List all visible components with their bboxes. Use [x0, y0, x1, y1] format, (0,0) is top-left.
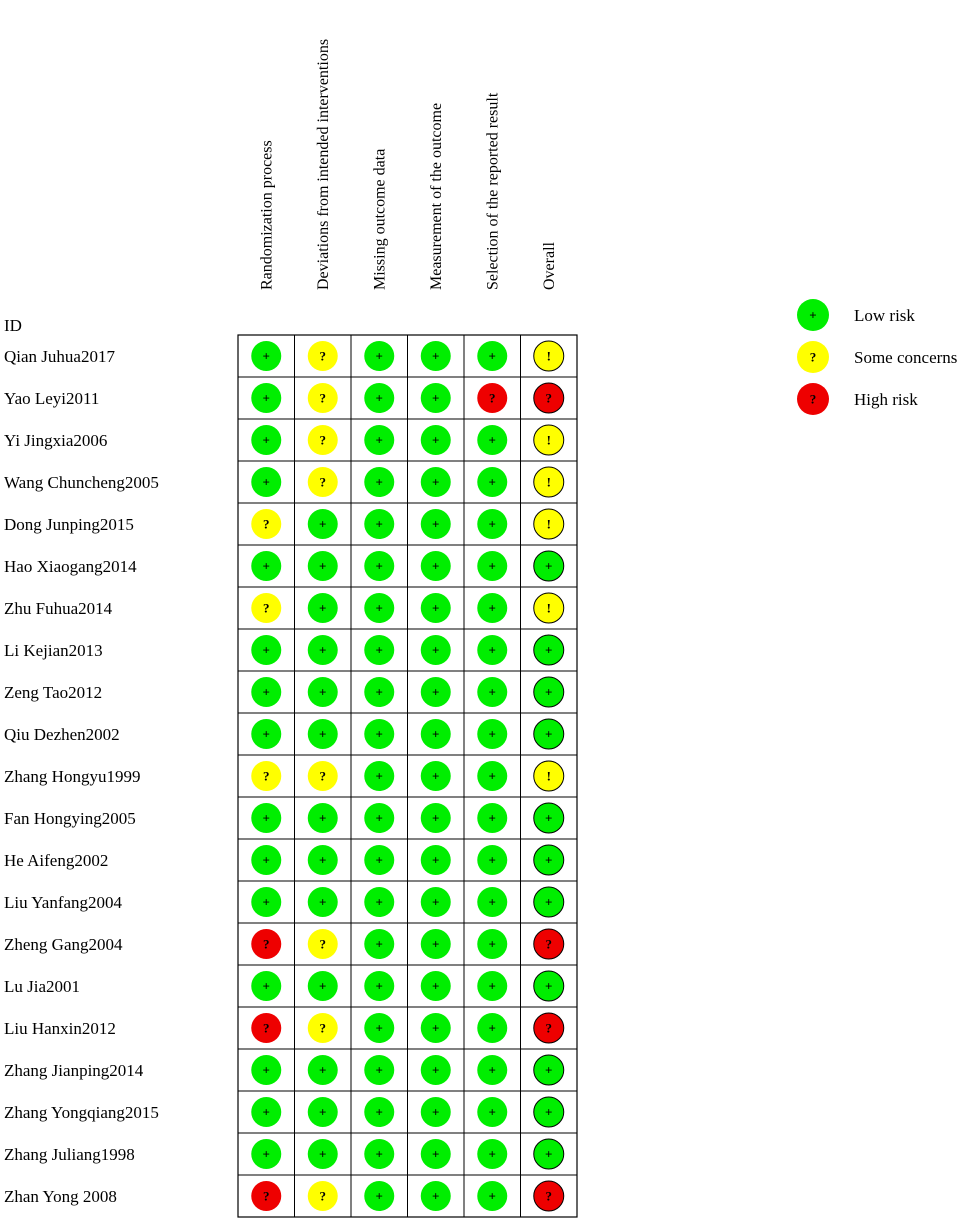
judgement-low — [534, 1055, 564, 1085]
judgement-low — [364, 929, 394, 959]
judgement-symbol: ! — [546, 600, 551, 616]
judgement-some — [534, 593, 564, 623]
judgement-low — [251, 467, 281, 497]
judgement-symbol: + — [488, 810, 496, 826]
judgement-low — [534, 845, 564, 875]
judgement-low — [534, 887, 564, 917]
judgement-some — [534, 467, 564, 497]
judgement-symbol: + — [488, 1020, 496, 1036]
judgement-low — [421, 635, 451, 665]
judgement-some — [251, 593, 281, 623]
judgement-low — [251, 887, 281, 917]
judgement-low — [364, 1013, 394, 1043]
judgement-low — [421, 719, 451, 749]
judgement-low — [364, 845, 394, 875]
judgement-low — [421, 551, 451, 581]
judgement-low — [251, 845, 281, 875]
judgement-some — [308, 341, 338, 371]
judgement-symbol: + — [545, 978, 553, 994]
judgement-low — [477, 467, 507, 497]
judgement-symbol: + — [319, 600, 327, 616]
judgement-symbol: + — [262, 1062, 270, 1078]
judgement-low — [308, 1139, 338, 1169]
judgement-symbol: ? — [319, 432, 326, 448]
judgement-low — [477, 1139, 507, 1169]
study-label: Dong Junping2015 — [4, 515, 134, 534]
judgement-symbol: + — [432, 894, 440, 910]
judgement-low — [534, 803, 564, 833]
judgement-symbol: + — [488, 978, 496, 994]
judgement-symbol: + — [488, 600, 496, 616]
legend-label: Some concerns — [854, 348, 958, 367]
judgement-low — [477, 719, 507, 749]
judgement-symbol: + — [375, 936, 383, 952]
judgement-symbol: ? — [263, 936, 270, 952]
judgement-symbol: + — [319, 852, 327, 868]
judgement-low — [364, 383, 394, 413]
judgement-low — [364, 887, 394, 917]
judgement-symbol: + — [319, 894, 327, 910]
judgement-symbol: + — [375, 978, 383, 994]
judgement-symbol: + — [488, 1146, 496, 1162]
judgement-low — [308, 593, 338, 623]
judgement-symbol: + — [375, 558, 383, 574]
judgement-symbol: + — [488, 1188, 496, 1204]
judgement-some — [308, 425, 338, 455]
judgement-some — [534, 761, 564, 791]
judgement-low — [251, 803, 281, 833]
judgement-high — [477, 383, 507, 413]
judgement-symbol: + — [488, 852, 496, 868]
study-label: He Aifeng2002 — [4, 851, 109, 870]
judgement-low — [421, 677, 451, 707]
judgement-symbol: + — [262, 474, 270, 490]
study-label: Fan Hongying2005 — [4, 809, 136, 828]
judgement-symbol: + — [545, 852, 553, 868]
judgement-low — [251, 551, 281, 581]
study-label: Zhang Jianping2014 — [4, 1061, 144, 1080]
judgement-symbol: + — [545, 1146, 553, 1162]
legend — [797, 299, 957, 415]
judgement-symbol: + — [375, 768, 383, 784]
judgement-symbol: + — [488, 474, 496, 490]
judgement-low — [308, 887, 338, 917]
judgement-low — [308, 1055, 338, 1085]
judgement-low — [477, 1055, 507, 1085]
judgement-symbol: ! — [546, 474, 551, 490]
judgement-low — [421, 425, 451, 455]
judgement-low — [251, 635, 281, 665]
judgement-symbol: + — [432, 810, 440, 826]
judgement-low — [477, 887, 507, 917]
judgement-symbol: ? — [263, 600, 270, 616]
judgement-symbol: + — [375, 348, 383, 364]
judgement-symbol: + — [488, 1104, 496, 1120]
judgement-symbol: + — [375, 600, 383, 616]
domain-header: Measurement of the outcome — [427, 102, 445, 290]
judgement-symbol: + — [488, 936, 496, 952]
judgement-symbol: ? — [319, 474, 326, 490]
judgement-low — [421, 509, 451, 539]
legend-symbol: ? — [809, 391, 817, 407]
judgement-symbol: + — [432, 390, 440, 406]
study-label: Liu Hanxin2012 — [4, 1019, 116, 1038]
judgement-symbol: + — [375, 810, 383, 826]
judgement-symbol: + — [432, 1020, 440, 1036]
judgement-low — [308, 509, 338, 539]
legend-entry-low — [797, 299, 915, 331]
judgement-low — [421, 887, 451, 917]
judgement-symbol: ? — [545, 936, 552, 952]
legend-symbol: + — [809, 307, 817, 323]
legend-label: Low risk — [854, 306, 915, 325]
domain-headers — [258, 39, 558, 290]
judgement-symbol: ? — [263, 516, 270, 532]
study-label: Zhang Juliang1998 — [4, 1145, 135, 1164]
judgement-symbol: + — [432, 642, 440, 658]
judgement-symbol: + — [432, 768, 440, 784]
judgement-symbol: ? — [319, 768, 326, 784]
judgement-high — [251, 1013, 281, 1043]
judgement-symbol: + — [319, 1146, 327, 1162]
study-label: Zheng Gang2004 — [4, 935, 123, 954]
judgement-low — [477, 425, 507, 455]
legend-label: High risk — [854, 390, 918, 409]
judgement-low — [364, 509, 394, 539]
judgement-low — [534, 719, 564, 749]
judgement-symbol: + — [375, 1146, 383, 1162]
judgement-symbol: + — [375, 852, 383, 868]
judgement-symbol: + — [432, 1104, 440, 1120]
study-label: Liu Yanfang2004 — [4, 893, 123, 912]
judgement-symbol: + — [432, 726, 440, 742]
study-label: Zhang Yongqiang2015 — [4, 1103, 159, 1122]
judgement-symbol: + — [488, 558, 496, 574]
study-label: Wang Chuncheng2005 — [4, 473, 159, 492]
judgement-low — [534, 1097, 564, 1127]
judgement-symbol: ? — [319, 1188, 326, 1204]
judgement-low — [364, 719, 394, 749]
judgement-low — [477, 509, 507, 539]
judgement-low — [364, 1139, 394, 1169]
id-header: ID — [4, 316, 22, 335]
judgement-low — [364, 1097, 394, 1127]
judgement-some — [251, 761, 281, 791]
study-label: Zhu Fuhua2014 — [4, 599, 113, 618]
judgement-low — [251, 341, 281, 371]
judgement-symbol: ? — [319, 348, 326, 364]
judgement-low — [534, 677, 564, 707]
judgement-symbol: + — [432, 600, 440, 616]
judgement-symbol: + — [375, 1104, 383, 1120]
judgement-high — [534, 1013, 564, 1043]
judgement-some — [308, 761, 338, 791]
judgement-symbol: ? — [319, 390, 326, 406]
judgement-symbol: ? — [545, 1188, 552, 1204]
judgement-low — [308, 803, 338, 833]
judgement-symbol: + — [375, 726, 383, 742]
judgement-symbol: + — [262, 810, 270, 826]
judgement-low — [308, 1097, 338, 1127]
study-label: Zhan Yong 2008 — [4, 1187, 117, 1206]
judgement-symbol: + — [319, 684, 327, 700]
judgement-symbol: + — [375, 432, 383, 448]
judgement-low — [421, 803, 451, 833]
judgement-symbol: ! — [546, 348, 551, 364]
judgement-symbol: ? — [263, 1020, 270, 1036]
judgement-low — [421, 1139, 451, 1169]
judgement-low — [477, 1181, 507, 1211]
domain-header: Missing outcome data — [371, 148, 389, 290]
judgement-some — [308, 467, 338, 497]
judgement-symbol: + — [545, 558, 553, 574]
judgement-low — [364, 635, 394, 665]
judgement-low — [534, 551, 564, 581]
judgement-symbol: + — [319, 642, 327, 658]
judgement-low — [251, 1055, 281, 1085]
judgement-symbol: + — [375, 894, 383, 910]
judgement-symbol: + — [432, 684, 440, 700]
judgement-low — [308, 719, 338, 749]
judgement-low — [477, 593, 507, 623]
judgement-symbol: + — [262, 726, 270, 742]
judgement-symbol: ? — [489, 390, 496, 406]
judgement-high — [534, 929, 564, 959]
judgement-symbol: + — [432, 1062, 440, 1078]
judgement-low — [421, 929, 451, 959]
judgement-symbol: + — [262, 390, 270, 406]
judgement-low — [364, 593, 394, 623]
judgement-low — [364, 761, 394, 791]
judgement-symbol: + — [262, 894, 270, 910]
judgement-symbol: + — [488, 894, 496, 910]
domain-header: Overall — [540, 242, 558, 290]
study-label: Li Kejian2013 — [4, 641, 103, 660]
study-label: Lu Jia2001 — [4, 977, 81, 996]
judgement-symbol: + — [432, 432, 440, 448]
judgement-symbol: + — [262, 558, 270, 574]
judgement-symbol: + — [432, 1188, 440, 1204]
judgement-low — [251, 719, 281, 749]
judgement-symbol: + — [432, 348, 440, 364]
judgement-symbol: + — [262, 852, 270, 868]
judgement-symbol: ? — [263, 1188, 270, 1204]
judgement-symbol: + — [545, 1104, 553, 1120]
judgement-symbol: + — [432, 936, 440, 952]
judgement-symbol: + — [488, 726, 496, 742]
judgement-symbol: + — [375, 474, 383, 490]
judgement-some — [534, 425, 564, 455]
judgement-low — [421, 845, 451, 875]
judgement-low — [308, 971, 338, 1001]
judgement-symbol: + — [432, 474, 440, 490]
judgement-symbol: + — [545, 726, 553, 742]
judgement-low — [364, 971, 394, 1001]
judgement-symbol: ? — [545, 390, 552, 406]
judgement-symbol: + — [488, 516, 496, 532]
judgement-low — [308, 551, 338, 581]
judgement-symbol: + — [262, 978, 270, 994]
judgement-symbol: + — [545, 642, 553, 658]
judgement-low — [534, 635, 564, 665]
judgement-low — [364, 425, 394, 455]
domain-header: Randomization process — [258, 140, 276, 290]
judgement-low — [421, 1055, 451, 1085]
judgement-low — [477, 1097, 507, 1127]
judgement-some — [308, 1181, 338, 1211]
judgement-some — [308, 929, 338, 959]
judgement-symbol: + — [262, 642, 270, 658]
judgement-symbol: + — [432, 558, 440, 574]
judgement-high — [534, 1181, 564, 1211]
judgement-symbol: + — [375, 390, 383, 406]
judgement-low — [364, 467, 394, 497]
judgement-symbol: + — [319, 1104, 327, 1120]
judgement-low — [251, 1139, 281, 1169]
judgement-symbol: + — [375, 1020, 383, 1036]
judgement-some — [251, 509, 281, 539]
judgement-symbol: + — [545, 810, 553, 826]
legend-symbol: ? — [809, 349, 817, 365]
judgement-symbol: + — [262, 1146, 270, 1162]
judgement-low — [477, 341, 507, 371]
judgement-symbol: + — [375, 516, 383, 532]
study-label: Yao Leyi2011 — [4, 389, 100, 408]
judgement-low — [308, 635, 338, 665]
study-label: Yi Jingxia2006 — [4, 431, 108, 450]
judgement-low — [477, 971, 507, 1001]
judgement-symbol: + — [262, 1104, 270, 1120]
judgement-symbol: ? — [319, 936, 326, 952]
domain-header: Deviations from intended interventions — [314, 38, 332, 290]
judgement-symbol: + — [262, 684, 270, 700]
judgement-low — [308, 845, 338, 875]
judgement-low — [421, 467, 451, 497]
judgement-symbol: ? — [545, 1020, 552, 1036]
study-label: Zhang Hongyu1999 — [4, 767, 141, 786]
judgement-symbol: + — [488, 642, 496, 658]
table-grid — [238, 335, 577, 1217]
judgement-low — [421, 971, 451, 1001]
judgement-symbol: + — [432, 516, 440, 532]
study-label: Qiu Dezhen2002 — [4, 725, 120, 744]
judgement-low — [477, 551, 507, 581]
study-label: Hao Xiaogang2014 — [4, 557, 137, 576]
judgement-low — [534, 971, 564, 1001]
judgement-symbol: + — [545, 894, 553, 910]
judgement-low — [251, 971, 281, 1001]
judgement-symbol: + — [375, 642, 383, 658]
judgement-high — [251, 1181, 281, 1211]
judgement-symbol: + — [488, 684, 496, 700]
judgement-symbol: + — [319, 726, 327, 742]
judgement-symbol: + — [545, 684, 553, 700]
judgement-symbol: ? — [319, 1020, 326, 1036]
judgement-low — [251, 677, 281, 707]
judgement-some — [534, 341, 564, 371]
judgement-low — [477, 635, 507, 665]
judgement-symbol: ? — [263, 768, 270, 784]
judgement-low — [364, 1055, 394, 1085]
judgement-high — [534, 383, 564, 413]
legend-entry-some — [797, 341, 957, 373]
study-label: Zeng Tao2012 — [4, 683, 103, 702]
judgement-low — [421, 1013, 451, 1043]
domain-header: Selection of the reported result — [484, 92, 502, 290]
judgement-symbol: + — [319, 516, 327, 532]
judgement-low — [421, 1181, 451, 1211]
judgement-low — [251, 1097, 281, 1127]
judgement-symbol: + — [262, 348, 270, 364]
judgement-low — [421, 1097, 451, 1127]
judgement-high — [251, 929, 281, 959]
judgement-low — [421, 383, 451, 413]
judgement-some — [308, 1013, 338, 1043]
judgement-low — [364, 341, 394, 371]
judgement-low — [364, 551, 394, 581]
judgement-some — [534, 509, 564, 539]
judgement-low — [477, 761, 507, 791]
judgement-symbol: ! — [546, 432, 551, 448]
judgement-symbol: + — [375, 1062, 383, 1078]
judgement-low — [251, 383, 281, 413]
study-labels — [4, 316, 159, 1206]
judgement-low — [364, 1181, 394, 1211]
judgement-low — [364, 677, 394, 707]
judgement-low — [421, 593, 451, 623]
judgement-low — [251, 425, 281, 455]
judgement-low — [477, 677, 507, 707]
judgement-symbol: + — [432, 1146, 440, 1162]
judgement-symbol: + — [432, 978, 440, 994]
judgement-symbol: + — [319, 810, 327, 826]
judgement-symbol: + — [319, 558, 327, 574]
judgement-symbol: ! — [546, 768, 551, 784]
judgement-low — [477, 929, 507, 959]
judgement-low — [477, 845, 507, 875]
judgement-symbol: + — [488, 348, 496, 364]
study-label: Qian Juhua2017 — [4, 347, 115, 366]
judgement-low — [477, 803, 507, 833]
judgement-low — [364, 803, 394, 833]
judgement-symbol: + — [375, 684, 383, 700]
judgement-symbol: + — [319, 978, 327, 994]
judgement-symbol: + — [432, 852, 440, 868]
judgement-symbol: + — [488, 768, 496, 784]
judgement-low — [421, 761, 451, 791]
judgement-low — [534, 1139, 564, 1169]
judgement-low — [308, 677, 338, 707]
judgement-symbol: + — [262, 432, 270, 448]
judgement-symbol: ! — [546, 516, 551, 532]
judgement-some — [308, 383, 338, 413]
judgement-low — [477, 1013, 507, 1043]
judgement-symbol: + — [545, 1062, 553, 1078]
judgement-symbol: + — [375, 1188, 383, 1204]
judgement-symbol: + — [488, 432, 496, 448]
judgement-low — [421, 341, 451, 371]
judgement-symbol: + — [488, 1062, 496, 1078]
legend-entry-high — [797, 383, 918, 415]
judgement-symbol: + — [319, 1062, 327, 1078]
